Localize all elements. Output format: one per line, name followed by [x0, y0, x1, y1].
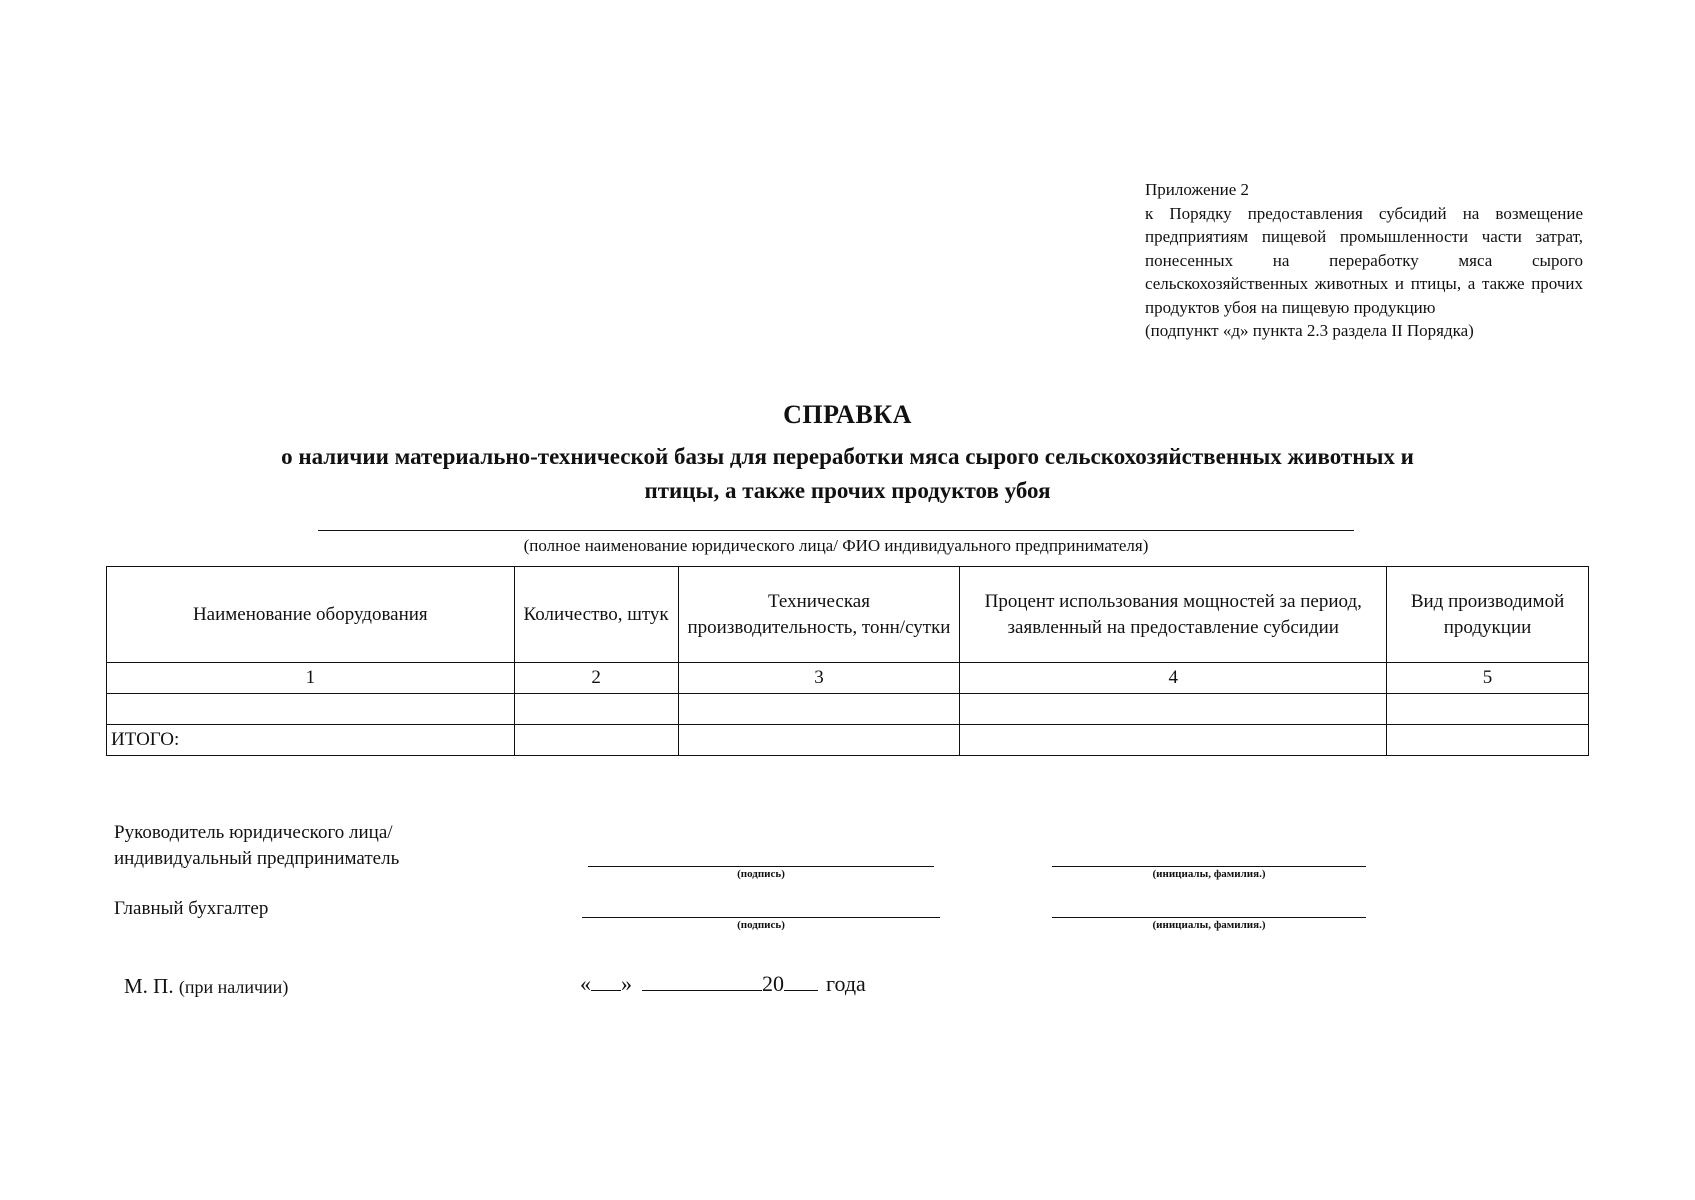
total-cell[interactable]	[678, 725, 960, 756]
total-cell[interactable]	[960, 725, 1387, 756]
date-year-blank[interactable]	[784, 970, 818, 991]
accountant-initials-caption: (инициалы, фамилия.)	[1152, 919, 1266, 931]
date-close-quote: »	[621, 971, 632, 996]
document-title: СПРАВКА	[783, 400, 912, 429]
table-row	[107, 694, 1589, 725]
organization-name-caption: (полное наименование юридического лица/ ФИО индивидуального предпринимателя)	[523, 536, 1149, 555]
appendix-reference: (подпункт «д» пункта 2.3 раздела II Порядка)	[1145, 321, 1474, 340]
date-suffix: года	[826, 971, 866, 996]
date-open-quote: «	[580, 971, 591, 996]
date-day-blank[interactable]	[591, 970, 621, 991]
head-label-line-1: Руководитель юридического лица/	[114, 822, 393, 843]
header-capacity: Техническая производительность, тонн/сутки	[678, 567, 960, 663]
appendix-block	[1145, 178, 1583, 343]
header-quantity: Количество, штук	[514, 567, 678, 663]
equipment-table	[106, 566, 1589, 756]
table-cell[interactable]	[678, 694, 960, 725]
column-number: 4	[960, 663, 1387, 694]
accountant-signature-caption: (подпись)	[737, 919, 785, 931]
date-field	[580, 970, 866, 997]
column-number: 2	[514, 663, 678, 694]
column-number-row	[107, 663, 1589, 694]
total-label: ИТОГО:	[107, 725, 515, 756]
head-initials-line[interactable]	[1052, 866, 1366, 867]
subtitle-line-2: птицы, а также прочих продуктов убоя	[644, 478, 1051, 503]
table-cell[interactable]	[107, 694, 515, 725]
header-product-type: Вид производимой продукции	[1387, 567, 1589, 663]
table-cell[interactable]	[1387, 694, 1589, 725]
accountant-label: Главный бухгалтер	[114, 898, 269, 919]
head-label-line-2: индивидуальный предприниматель	[114, 848, 400, 869]
table-cell[interactable]	[514, 694, 678, 725]
column-number: 3	[678, 663, 960, 694]
date-month-blank[interactable]	[642, 970, 762, 991]
date-year-prefix: 20	[762, 971, 784, 996]
stamp-main: М. П.	[124, 974, 174, 998]
appendix-title: Приложение 2	[1145, 180, 1249, 199]
document-subtitle	[0, 440, 1695, 508]
total-cell[interactable]	[514, 725, 678, 756]
head-initials-caption: (инициалы, фамилия.)	[1152, 868, 1266, 880]
header-utilization-percent: Процент использования мощностей за период, заявленный на предоставление субсидии	[960, 567, 1387, 663]
total-row	[107, 725, 1589, 756]
stamp-label	[124, 974, 288, 999]
table-header-row	[107, 567, 1589, 663]
total-cell[interactable]	[1387, 725, 1589, 756]
subtitle-line-1: о наличии материально-технической базы для переработки мяса сырого сельскохозяйственных животных и	[281, 444, 1414, 469]
table-cell[interactable]	[960, 694, 1387, 725]
organization-name-line[interactable]	[318, 530, 1354, 531]
column-number: 1	[107, 663, 515, 694]
accountant-initials-line[interactable]	[1052, 917, 1366, 918]
head-signature-line[interactable]	[588, 866, 934, 867]
column-number: 5	[1387, 663, 1589, 694]
appendix-body: к Порядку предоставления субсидий на возмещение предприятиям пищевой промышленности части затрат, понесенных на переработку мяса сырого сельскохозяйственных животных и птицы, а также прочих продуктов убоя на пищевую продукцию	[1145, 203, 1583, 317]
head-signature-label	[114, 820, 399, 872]
head-signature-caption: (подпись)	[737, 868, 785, 880]
accountant-signature-line[interactable]	[582, 917, 940, 918]
header-equipment-name: Наименование оборудования	[107, 567, 515, 663]
stamp-note: (при наличии)	[178, 977, 289, 997]
